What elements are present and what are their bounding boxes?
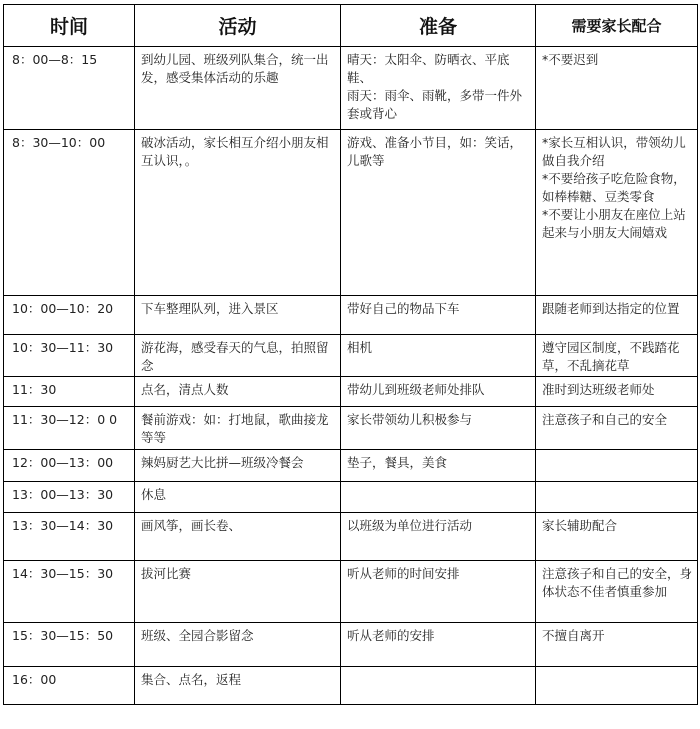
cell-prep [341, 667, 536, 705]
header-activity: 活动 [135, 5, 341, 47]
parent-line: *不要让小朋友在座位上站起来与小朋友大闹嬉戏 [542, 207, 686, 240]
cell-time: 10：00—10：20 [4, 296, 135, 335]
prep-line: 雨天：雨伞、雨靴，多带一件外套或背心 [347, 88, 523, 121]
table-row [4, 47, 698, 130]
prep-line: 带好自己的物品下车 [347, 301, 460, 316]
cell-activity: 班级、全园合影留念 [135, 623, 341, 667]
header-time: 时间 [4, 5, 135, 47]
cell-prep [341, 47, 536, 130]
cell-activity: 到幼儿园、班级列队集合，统一出发，感受集体活动的乐趣 [135, 47, 341, 130]
table-row [4, 450, 698, 482]
parent-line: 注意孩子和自己的安全，身体状态不佳者慎重参加 [542, 566, 693, 599]
cell-time: 11：30 [4, 377, 135, 407]
schedule-table [3, 4, 698, 705]
table-row [4, 377, 698, 407]
cell-prep [341, 335, 536, 377]
parent-line: 跟随老师到达指定的位置 [542, 301, 680, 316]
parent-line: 遵守园区制度，不践踏花草，不乱摘花草 [542, 340, 680, 373]
parent-line: 准时到达班级老师处 [542, 382, 655, 397]
header-prep: 准备 [341, 5, 536, 47]
cell-activity: 拔河比赛 [135, 561, 341, 623]
cell-time: 13：30—14：30 [4, 513, 135, 561]
table-row [4, 667, 698, 705]
cell-activity: 破冰活动，家长相互介绍小朋友相互认识，。 [135, 130, 341, 296]
prep-line: 晴天：太阳伞、防晒衣、平底鞋、 [347, 52, 510, 85]
cell-parent [536, 377, 698, 407]
cell-time: 14：30—15：30 [4, 561, 135, 623]
cell-parent [536, 513, 698, 561]
parent-line: 注意孩子和自己的安全 [542, 412, 668, 427]
cell-prep [341, 377, 536, 407]
cell-prep [341, 450, 536, 482]
cell-parent [536, 130, 698, 296]
parent-line: *不要给孩子吃危险食物，如棒棒糖、豆类零食 [542, 171, 686, 204]
table-row [4, 482, 698, 513]
table-row [4, 335, 698, 377]
parent-line: 不擅自离开 [542, 628, 605, 643]
cell-parent [536, 561, 698, 623]
header-parent: 需要家长配合 [536, 5, 698, 47]
cell-activity: 点名，清点人数 [135, 377, 341, 407]
parent-line: *不要迟到 [542, 52, 599, 67]
prep-line: 带幼儿到班级老师处排队 [347, 382, 485, 397]
cell-activity: 辣妈厨艺大比拼—班级冷餐会 [135, 450, 341, 482]
cell-time: 12：00—13：00 [4, 450, 135, 482]
prep-line: 游戏、准备小节目，如：笑话，儿歌等 [347, 135, 523, 168]
table-row [4, 513, 698, 561]
cell-parent [536, 482, 698, 513]
cell-activity: 游花海，感受春天的气息，拍照留念 [135, 335, 341, 377]
cell-prep [341, 513, 536, 561]
cell-activity: 下车整理队列，进入景区 [135, 296, 341, 335]
cell-prep [341, 482, 536, 513]
cell-prep [341, 623, 536, 667]
cell-activity: 画风筝，画长卷、 [135, 513, 341, 561]
prep-line: 垫子，餐具，美食 [347, 455, 448, 470]
cell-prep [341, 130, 536, 296]
cell-parent [536, 623, 698, 667]
cell-parent [536, 47, 698, 130]
cell-prep [341, 296, 536, 335]
prep-line: 听从老师的安排 [347, 628, 435, 643]
prep-line: 听从老师的时间安排 [347, 566, 460, 581]
prep-line: 以班级为单位进行活动 [347, 518, 473, 533]
cell-parent [536, 335, 698, 377]
cell-time: 11：30—12：0 0 [4, 407, 135, 450]
parent-line: *家长互相认识，带领幼儿做自我介绍 [542, 135, 686, 168]
cell-activity: 休息 [135, 482, 341, 513]
prep-line: 相机 [347, 340, 373, 355]
cell-time: 15：30—15：50 [4, 623, 135, 667]
cell-time: 13：00—13：30 [4, 482, 135, 513]
prep-line: 家长带领幼儿积极参与 [347, 412, 473, 427]
parent-line: 家长辅助配合 [542, 518, 618, 533]
cell-time: 10：30—11：30 [4, 335, 135, 377]
cell-prep [341, 407, 536, 450]
cell-activity: 餐前游戏：如：打地鼠，歌曲接龙等等 [135, 407, 341, 450]
table-row [4, 561, 698, 623]
cell-prep [341, 561, 536, 623]
cell-time: 8：30—10：00 [4, 130, 135, 296]
table-row [4, 623, 698, 667]
cell-parent [536, 450, 698, 482]
cell-parent [536, 296, 698, 335]
cell-activity: 集合、点名，返程 [135, 667, 341, 705]
table-row [4, 407, 698, 450]
table-row [4, 130, 698, 296]
header-row [4, 5, 698, 47]
cell-time: 8：00—8：15 [4, 47, 135, 130]
cell-time: 16：00 [4, 667, 135, 705]
table-row [4, 296, 698, 335]
cell-parent [536, 407, 698, 450]
cell-parent [536, 667, 698, 705]
